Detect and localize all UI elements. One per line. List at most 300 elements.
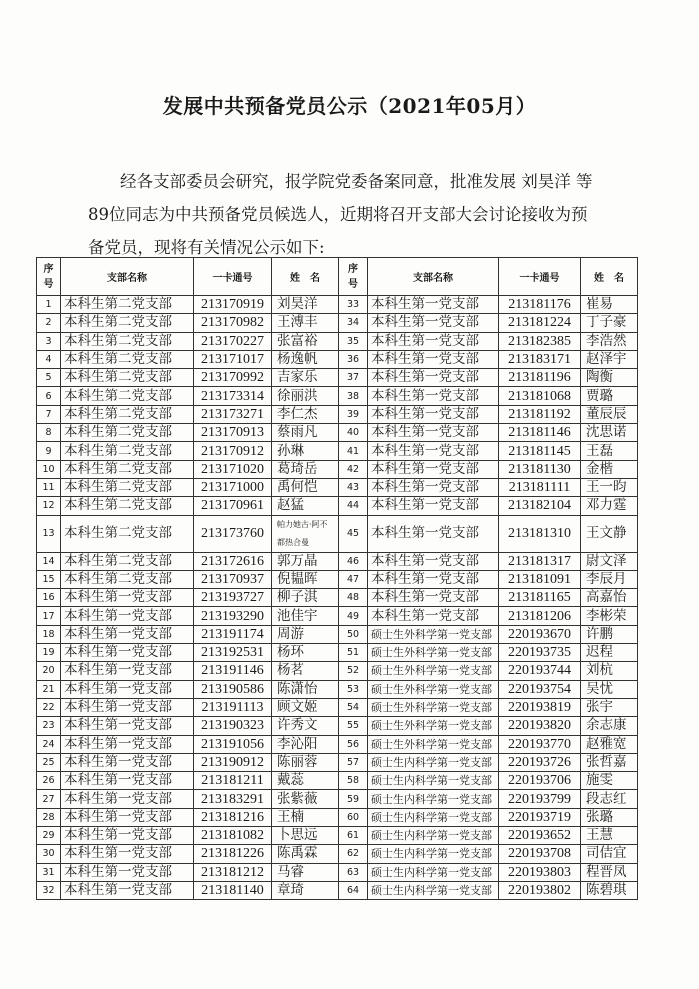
branch-name: 本科生第一党支部 <box>368 405 499 423</box>
member-name: 池佳宇 <box>272 607 339 625</box>
card-number: 213192531 <box>194 644 272 662</box>
header-seq: 序 号 <box>339 258 368 296</box>
card-number: 213181176 <box>499 296 581 314</box>
branch-name: 本科生第一党支部 <box>368 369 499 387</box>
branch-name: 本科生第一党支部 <box>368 350 499 368</box>
header-name: 姓 名 <box>272 258 339 296</box>
member-name: 沈思诺 <box>581 424 638 442</box>
table-row <box>37 424 638 442</box>
card-number: 213181082 <box>194 827 272 845</box>
member-name: 陈潇怡 <box>272 680 339 698</box>
row-number: 33 <box>339 296 368 314</box>
member-name: 许鹏 <box>581 625 638 643</box>
intro-line-2: 89位同志为中共预备党员候选人，近期将召开支部大会讨论接收为预 <box>88 205 588 224</box>
card-number: 213191113 <box>194 698 272 716</box>
row-number: 3 <box>37 332 61 350</box>
row-number: 56 <box>339 735 368 753</box>
member-name: 禹何恺 <box>272 478 339 496</box>
table-row <box>37 515 638 552</box>
table-row <box>37 827 638 845</box>
card-number: 213193290 <box>194 607 272 625</box>
intro-line-1: 经各支部委员会研究，报学院党委备案同意，批准发展 刘昊洋 等 <box>120 172 593 191</box>
card-number: 220193719 <box>499 808 581 826</box>
member-name: 李仁杰 <box>272 405 339 423</box>
card-number: 213181140 <box>194 881 272 899</box>
card-number: 220193802 <box>499 881 581 899</box>
table-row <box>37 552 638 570</box>
header-seq: 序 号 <box>37 258 61 296</box>
member-name: 蔡雨凡 <box>272 424 339 442</box>
member-name: 马睿 <box>272 863 339 881</box>
branch-name: 本科生第一党支部 <box>368 570 499 588</box>
row-number: 24 <box>37 735 61 753</box>
branch-name: 本科生第一党支部 <box>61 808 194 826</box>
branch-name: 本科生第二党支部 <box>61 570 194 588</box>
table-row <box>37 680 638 698</box>
header-name: 姓 名 <box>581 258 638 296</box>
card-number: 213182385 <box>499 332 581 350</box>
row-number: 18 <box>37 625 61 643</box>
member-name: 郭万晶 <box>272 552 339 570</box>
row-number: 11 <box>37 478 61 496</box>
branch-name: 本科生第一党支部 <box>368 589 499 607</box>
card-number: 213181068 <box>499 387 581 405</box>
table-row <box>37 296 638 314</box>
card-number: 220193820 <box>499 717 581 735</box>
row-number: 45 <box>339 515 368 552</box>
member-name: 杨环 <box>272 644 339 662</box>
branch-name: 硕士生内科学第一党支部 <box>368 790 499 808</box>
branch-name: 硕士生外科学第一党支部 <box>368 680 499 698</box>
card-number: 220193819 <box>499 698 581 716</box>
table-row <box>37 808 638 826</box>
branch-name: 本科生第一党支部 <box>61 589 194 607</box>
card-number: 213181216 <box>194 808 272 826</box>
row-number: 55 <box>339 717 368 735</box>
row-number: 50 <box>339 625 368 643</box>
row-number: 46 <box>339 552 368 570</box>
member-name: 陈丽蓉 <box>272 753 339 771</box>
row-number: 31 <box>37 863 61 881</box>
member-name: 吴忧 <box>581 680 638 698</box>
branch-name: 硕士生外科学第一党支部 <box>368 625 499 643</box>
branch-name: 硕士生内科学第一党支部 <box>368 881 499 899</box>
row-number: 4 <box>37 350 61 368</box>
card-number: 213170227 <box>194 332 272 350</box>
card-number: 213181226 <box>194 845 272 863</box>
row-number: 22 <box>37 698 61 716</box>
card-number: 213171017 <box>194 350 272 368</box>
table-row <box>37 497 638 515</box>
card-number: 213181091 <box>499 570 581 588</box>
table-row <box>37 845 638 863</box>
member-name: 司佶宜 <box>581 845 638 863</box>
branch-name: 本科生第一党支部 <box>368 442 499 460</box>
member-name: 徐丽洪 <box>272 387 339 405</box>
row-number: 12 <box>37 497 61 515</box>
member-name: 崔易 <box>581 296 638 314</box>
table-row <box>37 717 638 735</box>
card-number: 213170912 <box>194 442 272 460</box>
row-number: 39 <box>339 405 368 423</box>
branch-name: 本科生第二党支部 <box>61 350 194 368</box>
table-row <box>37 478 638 496</box>
row-number: 1 <box>37 296 61 314</box>
branch-name: 本科生第二党支部 <box>61 387 194 405</box>
row-number: 16 <box>37 589 61 607</box>
branch-name: 本科生第一党支部 <box>368 607 499 625</box>
row-number: 59 <box>339 790 368 808</box>
branch-name: 本科生第二党支部 <box>61 497 194 515</box>
card-number: 213181145 <box>499 442 581 460</box>
member-name: 刘昊洋 <box>272 296 339 314</box>
member-name: 陈禹霖 <box>272 845 339 863</box>
branch-name: 硕士生外科学第一党支部 <box>368 717 499 735</box>
card-number: 213183291 <box>194 790 272 808</box>
card-number: 213181146 <box>499 424 581 442</box>
table-row <box>37 350 638 368</box>
row-number: 48 <box>339 589 368 607</box>
row-number: 29 <box>37 827 61 845</box>
row-number: 51 <box>339 644 368 662</box>
row-number: 30 <box>37 845 61 863</box>
member-name: 余志康 <box>581 717 638 735</box>
branch-name: 硕士生内科学第一党支部 <box>368 863 499 881</box>
card-number: 213181206 <box>499 607 581 625</box>
branch-name: 本科生第一党支部 <box>61 644 194 662</box>
member-name: 高嘉怡 <box>581 589 638 607</box>
card-number: 213181165 <box>499 589 581 607</box>
row-number: 2 <box>37 314 61 332</box>
table-row <box>37 625 638 643</box>
member-name: 赵泽宇 <box>581 350 638 368</box>
card-number: 213181310 <box>499 515 581 552</box>
row-number: 32 <box>37 881 61 899</box>
branch-name: 本科生第一党支部 <box>368 314 499 332</box>
row-number: 21 <box>37 680 61 698</box>
row-number: 28 <box>37 808 61 826</box>
member-name: 戴蕊 <box>272 772 339 790</box>
member-name: 顾文姬 <box>272 698 339 716</box>
member-name: 李彬荣 <box>581 607 638 625</box>
table-row <box>37 460 638 478</box>
card-number: 213170961 <box>194 497 272 515</box>
table-row <box>37 644 638 662</box>
member-name: 施雯 <box>581 772 638 790</box>
card-number: 213191174 <box>194 625 272 643</box>
card-number: 213181224 <box>499 314 581 332</box>
branch-name: 硕士生外科学第一党支部 <box>368 662 499 680</box>
row-number: 43 <box>339 478 368 496</box>
table-row <box>37 662 638 680</box>
row-number: 19 <box>37 644 61 662</box>
row-number: 61 <box>339 827 368 845</box>
card-number: 213181130 <box>499 460 581 478</box>
branch-name: 硕士生外科学第一党支部 <box>368 698 499 716</box>
row-number: 10 <box>37 460 61 478</box>
row-number: 38 <box>339 387 368 405</box>
branch-name: 本科生第一党支部 <box>61 881 194 899</box>
card-number: 213182104 <box>499 497 581 515</box>
branch-name: 硕士生外科学第一党支部 <box>368 735 499 753</box>
card-number: 213173314 <box>194 387 272 405</box>
branch-name: 本科生第二党支部 <box>61 478 194 496</box>
member-name: 段志红 <box>581 790 638 808</box>
row-number: 17 <box>37 607 61 625</box>
branch-name: 本科生第二党支部 <box>61 442 194 460</box>
member-name: 吉家乐 <box>272 369 339 387</box>
branch-name: 本科生第一党支部 <box>368 424 499 442</box>
card-number: 220193744 <box>499 662 581 680</box>
row-number: 49 <box>339 607 368 625</box>
row-number: 54 <box>339 698 368 716</box>
member-name: 程晋凤 <box>581 863 638 881</box>
table-row <box>37 607 638 625</box>
row-number: 60 <box>339 808 368 826</box>
member-name: 张哲嘉 <box>581 753 638 771</box>
table-row <box>37 863 638 881</box>
branch-name: 本科生第一党支部 <box>61 863 194 881</box>
card-number: 220193670 <box>499 625 581 643</box>
branch-name: 硕士生内科学第一党支部 <box>368 845 499 863</box>
table-row <box>37 753 638 771</box>
header-branch: 支部名称 <box>368 258 499 296</box>
table-row <box>37 589 638 607</box>
table-header-row <box>37 258 638 296</box>
row-number: 6 <box>37 387 61 405</box>
header-branch: 支部名称 <box>61 258 194 296</box>
card-number: 213181192 <box>499 405 581 423</box>
branch-name: 本科生第一党支部 <box>61 772 194 790</box>
card-number: 213193727 <box>194 589 272 607</box>
row-number: 35 <box>339 332 368 350</box>
branch-name: 本科生第一党支部 <box>368 552 499 570</box>
member-name: 李辰月 <box>581 570 638 588</box>
member-name: 王一昀 <box>581 478 638 496</box>
card-number: 220193652 <box>499 827 581 845</box>
card-number: 213170992 <box>194 369 272 387</box>
table-row <box>37 735 638 753</box>
branch-name: 硕士生外科学第一党支部 <box>368 644 499 662</box>
row-number: 41 <box>339 442 368 460</box>
member-name: 陈碧琪 <box>581 881 638 899</box>
row-number: 7 <box>37 405 61 423</box>
member-name: 张富裕 <box>272 332 339 350</box>
card-number: 213172616 <box>194 552 272 570</box>
branch-name: 硕士生内科学第一党支部 <box>368 808 499 826</box>
row-number: 63 <box>339 863 368 881</box>
member-name: 王溥丰 <box>272 314 339 332</box>
card-number: 213170937 <box>194 570 272 588</box>
table-row <box>37 442 638 460</box>
branch-name: 本科生第二党支部 <box>61 369 194 387</box>
branch-name: 硕士生内科学第一党支部 <box>368 753 499 771</box>
card-number: 213190586 <box>194 680 272 698</box>
table-row <box>37 405 638 423</box>
branch-name: 本科生第二党支部 <box>61 405 194 423</box>
row-number: 44 <box>339 497 368 515</box>
branch-name: 本科生第一党支部 <box>368 497 499 515</box>
member-name: 陶衡 <box>581 369 638 387</box>
table-row <box>37 772 638 790</box>
branch-name: 本科生第二党支部 <box>61 552 194 570</box>
branch-name: 本科生第一党支部 <box>61 698 194 716</box>
card-number: 213173271 <box>194 405 272 423</box>
table-row <box>37 314 638 332</box>
branch-name: 本科生第一党支部 <box>368 478 499 496</box>
card-number: 213170913 <box>194 424 272 442</box>
member-name: 王慧 <box>581 827 638 845</box>
card-number: 220193799 <box>499 790 581 808</box>
card-number: 213181211 <box>194 772 272 790</box>
table-row <box>37 881 638 899</box>
member-name: 金楷 <box>581 460 638 478</box>
branch-name: 本科生第一党支部 <box>368 460 499 478</box>
card-number: 213181317 <box>499 552 581 570</box>
member-name: 张璐 <box>581 808 638 826</box>
card-number: 213191056 <box>194 735 272 753</box>
row-number: 25 <box>37 753 61 771</box>
table-row <box>37 332 638 350</box>
branch-name: 本科生第一党支部 <box>61 753 194 771</box>
row-number: 62 <box>339 845 368 863</box>
table-row <box>37 369 638 387</box>
member-name: 孙琳 <box>272 442 339 460</box>
branch-name: 硕士生内科学第一党支部 <box>368 827 499 845</box>
card-number: 213190912 <box>194 753 272 771</box>
row-number: 52 <box>339 662 368 680</box>
card-number: 213170919 <box>194 296 272 314</box>
branch-name: 本科生第一党支部 <box>61 662 194 680</box>
intro-line-3: 备党员，现将有关情况公示如下: <box>88 238 325 257</box>
card-number: 220193803 <box>499 863 581 881</box>
card-number: 220193708 <box>499 845 581 863</box>
card-number: 220193735 <box>499 644 581 662</box>
card-number: 213183171 <box>499 350 581 368</box>
card-number: 220193754 <box>499 680 581 698</box>
member-name-line-2: 都热合曼 <box>277 537 309 547</box>
member-name: 王文静 <box>581 515 638 552</box>
table-row <box>37 387 638 405</box>
member-name: 迟程 <box>581 644 638 662</box>
branch-name: 本科生第一党支部 <box>368 387 499 405</box>
branch-name: 本科生第一党支部 <box>61 735 194 753</box>
branch-name: 本科生第二党支部 <box>61 460 194 478</box>
row-number: 27 <box>37 790 61 808</box>
card-number: 213171000 <box>194 478 272 496</box>
table-row <box>37 570 638 588</box>
member-name: 张紫薇 <box>272 790 339 808</box>
member-name: 丁子豪 <box>581 314 638 332</box>
row-number: 13 <box>37 515 61 552</box>
branch-name: 本科生第二党支部 <box>61 332 194 350</box>
header-card: 一卡通号 <box>194 258 272 296</box>
member-name: 王楠 <box>272 808 339 826</box>
member-name: 张宇 <box>581 698 638 716</box>
branch-name: 本科生第一党支部 <box>61 680 194 698</box>
member-name: 葛琦岳 <box>272 460 339 478</box>
member-name: 柳子淇 <box>272 589 339 607</box>
member-name: 邓力霆 <box>581 497 638 515</box>
row-number: 14 <box>37 552 61 570</box>
card-number: 213173760 <box>194 515 272 552</box>
branch-name: 本科生第二党支部 <box>61 296 194 314</box>
page-title: 发展中共预备党员公示（2021年05月） <box>162 94 537 118</box>
card-number: 213191146 <box>194 662 272 680</box>
row-number: 23 <box>37 717 61 735</box>
row-number: 53 <box>339 680 368 698</box>
member-name <box>272 515 339 552</box>
branch-name: 本科生第一党支部 <box>61 790 194 808</box>
member-name: 卜思远 <box>272 827 339 845</box>
branch-name: 本科生第二党支部 <box>61 515 194 552</box>
row-number: 42 <box>339 460 368 478</box>
branch-name: 本科生第一党支部 <box>61 717 194 735</box>
member-name: 刘杭 <box>581 662 638 680</box>
branch-name: 本科生第一党支部 <box>368 332 499 350</box>
member-name: 尉文泽 <box>581 552 638 570</box>
card-number: 213170982 <box>194 314 272 332</box>
member-name: 杨茗 <box>272 662 339 680</box>
card-number: 213190323 <box>194 717 272 735</box>
member-name: 倪韫晖 <box>272 570 339 588</box>
member-name: 王磊 <box>581 442 638 460</box>
member-name: 赵雅宽 <box>581 735 638 753</box>
row-number: 57 <box>339 753 368 771</box>
row-number: 40 <box>339 424 368 442</box>
row-number: 47 <box>339 570 368 588</box>
card-number: 213181196 <box>499 369 581 387</box>
member-name: 贾璐 <box>581 387 638 405</box>
row-number: 8 <box>37 424 61 442</box>
card-number: 220193726 <box>499 753 581 771</box>
row-number: 26 <box>37 772 61 790</box>
row-number: 9 <box>37 442 61 460</box>
candidate-table <box>36 257 638 900</box>
branch-name: 本科生第一党支部 <box>61 625 194 643</box>
row-number: 58 <box>339 772 368 790</box>
row-number: 37 <box>339 369 368 387</box>
member-name: 章琦 <box>272 881 339 899</box>
member-name: 许秀文 <box>272 717 339 735</box>
card-number: 220193770 <box>499 735 581 753</box>
member-name: 李浩然 <box>581 332 638 350</box>
card-number: 213181212 <box>194 863 272 881</box>
branch-name: 本科生第一党支部 <box>61 607 194 625</box>
member-name: 董辰辰 <box>581 405 638 423</box>
branch-name: 本科生第一党支部 <box>368 296 499 314</box>
member-name: 赵猛 <box>272 497 339 515</box>
table-row <box>37 698 638 716</box>
branch-name: 本科生第二党支部 <box>61 314 194 332</box>
row-number: 20 <box>37 662 61 680</box>
branch-name: 硕士生内科学第一党支部 <box>368 772 499 790</box>
table-row <box>37 790 638 808</box>
member-name: 周游 <box>272 625 339 643</box>
row-number: 5 <box>37 369 61 387</box>
row-number: 36 <box>339 350 368 368</box>
member-name: 杨逸帆 <box>272 350 339 368</box>
branch-name: 本科生第一党支部 <box>61 845 194 863</box>
row-number: 64 <box>339 881 368 899</box>
branch-name: 本科生第一党支部 <box>368 515 499 552</box>
branch-name: 本科生第一党支部 <box>61 827 194 845</box>
card-number: 213181111 <box>499 478 581 496</box>
member-name-line-1: 帕力她古·阿不 <box>277 519 328 529</box>
row-number: 34 <box>339 314 368 332</box>
row-number: 15 <box>37 570 61 588</box>
member-name: 李沁阳 <box>272 735 339 753</box>
